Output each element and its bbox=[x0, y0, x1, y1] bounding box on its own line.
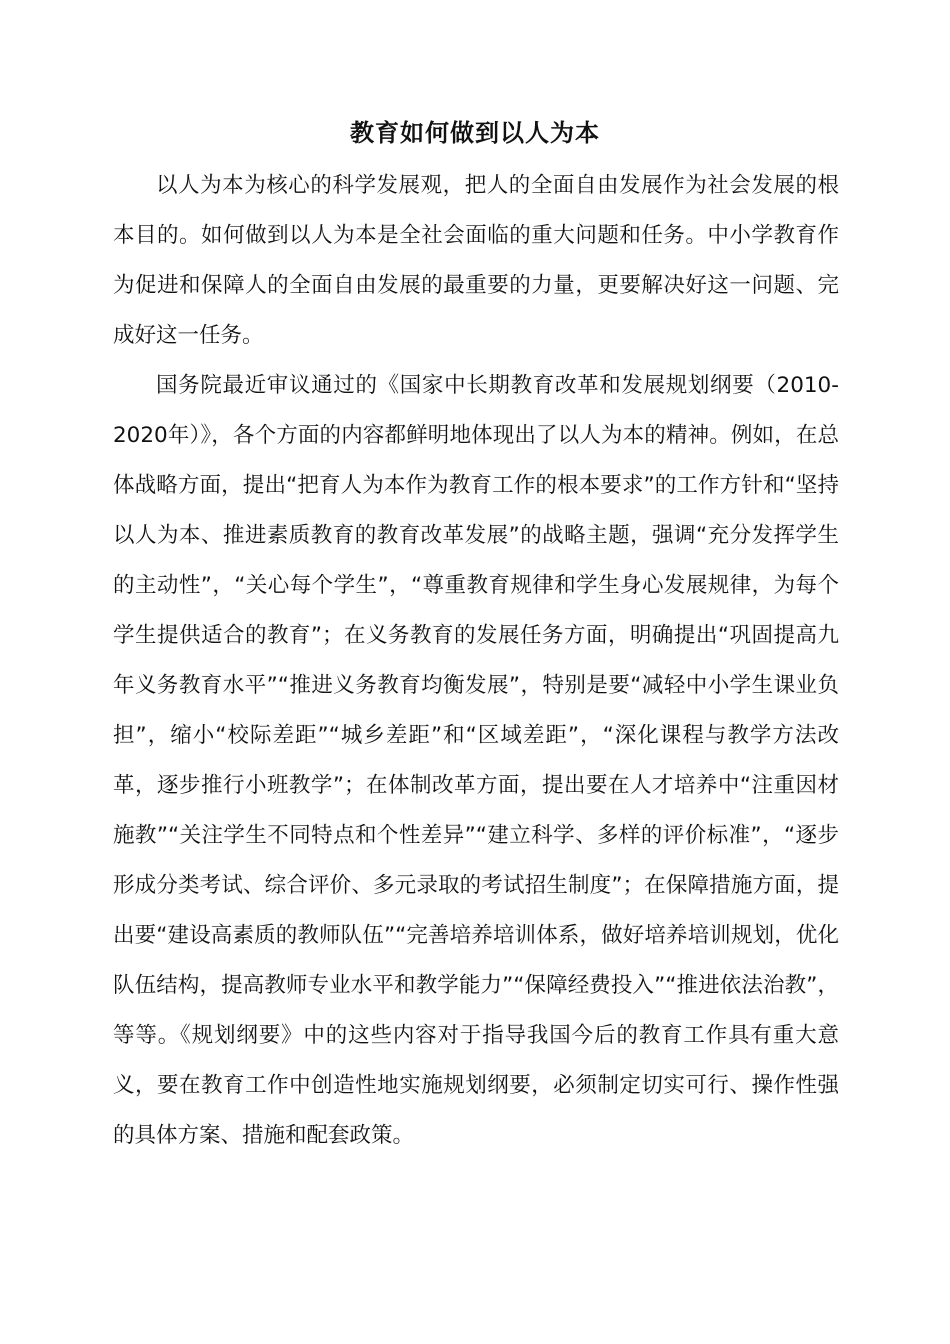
document-title: 教育如何做到以人为本 bbox=[350, 119, 600, 147]
document-body bbox=[113, 161, 839, 1161]
paragraph-1: 以人为本为核心的科学发展观，把人的全面自由发展作为社会发展的根本目的。如何做到以人为本是全社会面临的重大问题和任务。中小学教育作为促进和保障人的全面自由发展的最重要的力量，更要解决好这一问题、完成好这一任务。 bbox=[113, 173, 839, 348]
paragraph-2: 国务院最近审议通过的《国家中长期教育改革和发展规划纲要（2010-2020年）》，各个方面的内容都鲜明地体现出了以人为本的精神。例如，在总体战略方面，提出“把育人为本作为教育工作的根本要求”的工作方针和“坚持以人为本、推进素质教育的教育改革发展”的战略主题，强调“充分发挥学生的主动性”，“关心每个学生”，“尊重教育规律和学生身心发展规律，为每个学生提供适合的教育”；在义务教育的发展任务方面，明确提出“巩固提高九年义务教育水平”“推进义务教育均衡发展”，特别是要“减轻中小学生课业负担”，缩小“校际差距”“城乡差距”和“区域差距”，“深化课程与教学方法改革，逐步推行小班教学”；在体制改革方面，提出要在人才培养中“注重因材施教”“关注学生不同特点和个性差异”“建立科学、多样的评价标准”，“逐步形成分类考试、综合评价、多元录取的考试招生制度”；在保障措施方面，提出要“建设高素质的教师队伍”“完善培养培训体系，做好培养培训规划，优化队伍结构，提高教师专业水平和教学能力”“保障经费投入”“推进依法治教”，等等。《规划纲要》中的这些内容对于指导我国今后的教育工作具有重大意义，要在教育工作中创造性地实施规划纲要，必须制定切实可行、操作性强的具体方案、措施和配套政策。 bbox=[113, 373, 839, 1148]
